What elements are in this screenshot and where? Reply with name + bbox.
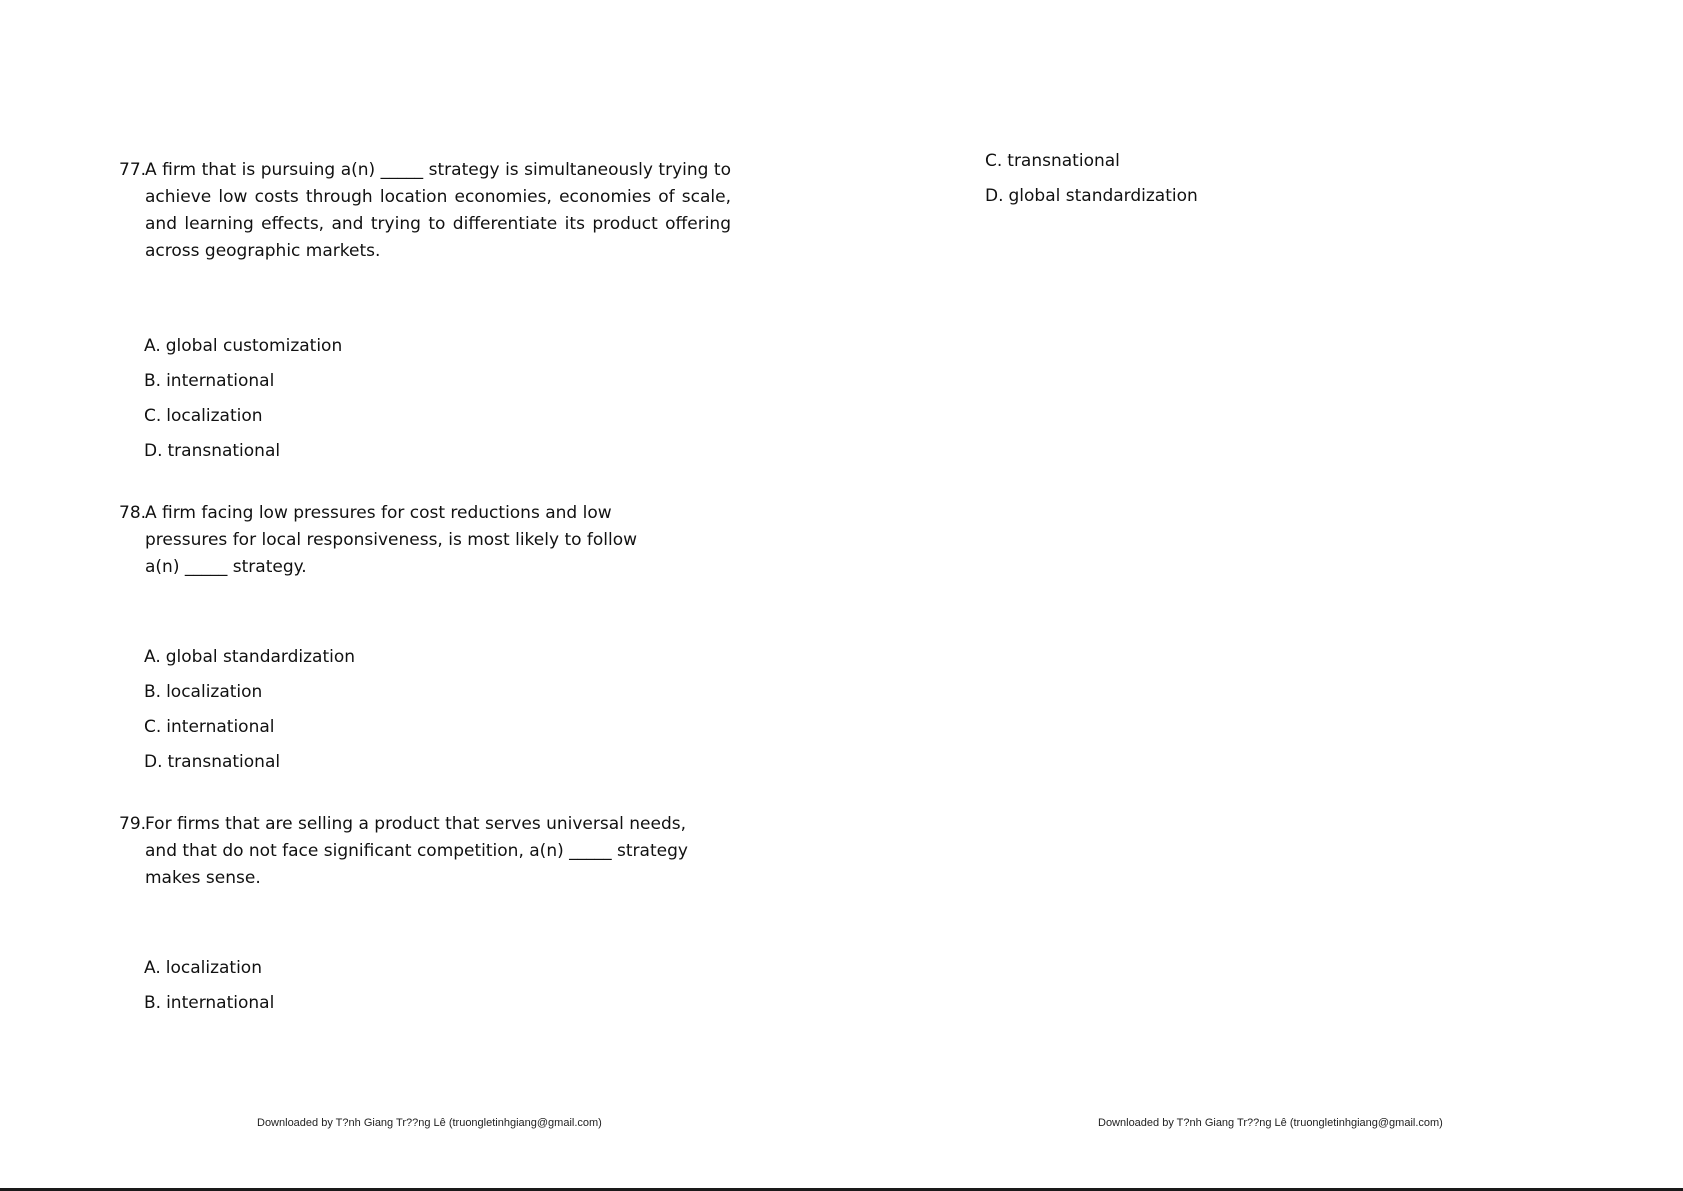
question-78 bbox=[119, 500, 669, 581]
question-text: A firm that is pursuing a(n) _____ strategy is simultaneously trying to achieve low costs through location economies, economies of scale, and learning effects, and trying to differentiate its product offering across geographic markets. bbox=[145, 160, 731, 261]
option-text: localization bbox=[166, 682, 263, 702]
option-c[interactable] bbox=[144, 710, 355, 745]
download-footer: Downloaded by T?nh Giang Tr??ng Lê (truongletinhgiang@gmail.com) bbox=[257, 1117, 602, 1129]
option-letter: B. bbox=[144, 682, 162, 702]
option-text: international bbox=[166, 717, 275, 737]
question-stem bbox=[119, 500, 669, 581]
option-letter: A. bbox=[144, 336, 161, 356]
download-footer: Downloaded by T?nh Giang Tr??ng Lê (truongletinhgiang@gmail.com) bbox=[1098, 1117, 1443, 1129]
option-letter: A. bbox=[144, 647, 161, 667]
option-letter: D. bbox=[144, 441, 163, 461]
option-d[interactable] bbox=[985, 179, 1198, 214]
option-text: localization bbox=[165, 958, 262, 978]
option-letter: D. bbox=[985, 186, 1004, 206]
option-text: global standardization bbox=[1008, 186, 1198, 206]
options-78 bbox=[144, 640, 355, 780]
option-c[interactable] bbox=[144, 399, 342, 434]
option-d[interactable] bbox=[144, 434, 342, 469]
question-79 bbox=[119, 811, 719, 892]
option-d[interactable] bbox=[144, 745, 355, 780]
options-77 bbox=[144, 329, 342, 469]
option-letter: D. bbox=[144, 752, 163, 772]
option-c[interactable] bbox=[985, 144, 1198, 179]
question-text: A firm facing low pressures for cost reductions and low pressures for local responsiveness, is most likely to follow a(n) _____ strategy. bbox=[145, 503, 638, 577]
question-number: 77. bbox=[119, 160, 147, 180]
question-number: 78. bbox=[119, 503, 147, 523]
option-text: transnational bbox=[167, 441, 281, 461]
question-stem bbox=[119, 811, 719, 892]
option-text: international bbox=[166, 371, 275, 391]
option-text: global standardization bbox=[165, 647, 356, 667]
option-text: transnational bbox=[167, 752, 281, 772]
document-page-left bbox=[0, 0, 841, 1188]
option-letter: A. bbox=[144, 958, 161, 978]
options-79 bbox=[144, 951, 274, 1021]
option-b[interactable] bbox=[144, 986, 274, 1021]
option-a[interactable] bbox=[144, 640, 355, 675]
option-letter: C. bbox=[144, 717, 162, 737]
option-letter: C. bbox=[144, 406, 162, 426]
option-text: international bbox=[166, 993, 275, 1013]
option-b[interactable] bbox=[144, 675, 355, 710]
option-letter: B. bbox=[144, 371, 162, 391]
question-text: For firms that are selling a product that serves universal needs, and that do not face significant competition, a(n) _____ strategy makes sense. bbox=[145, 814, 688, 888]
option-letter: B. bbox=[144, 993, 162, 1013]
options-80-continued bbox=[985, 144, 1198, 214]
option-text: global customization bbox=[165, 336, 343, 356]
question-stem bbox=[119, 157, 731, 265]
document-page-right bbox=[842, 0, 1683, 1188]
question-77 bbox=[119, 157, 731, 265]
option-text: transnational bbox=[1007, 151, 1120, 171]
question-number: 79. bbox=[119, 814, 147, 834]
option-b[interactable] bbox=[144, 364, 342, 399]
option-text: localization bbox=[166, 406, 263, 426]
option-a[interactable] bbox=[144, 329, 342, 364]
option-letter: C. bbox=[985, 151, 1003, 171]
option-a[interactable] bbox=[144, 951, 274, 986]
